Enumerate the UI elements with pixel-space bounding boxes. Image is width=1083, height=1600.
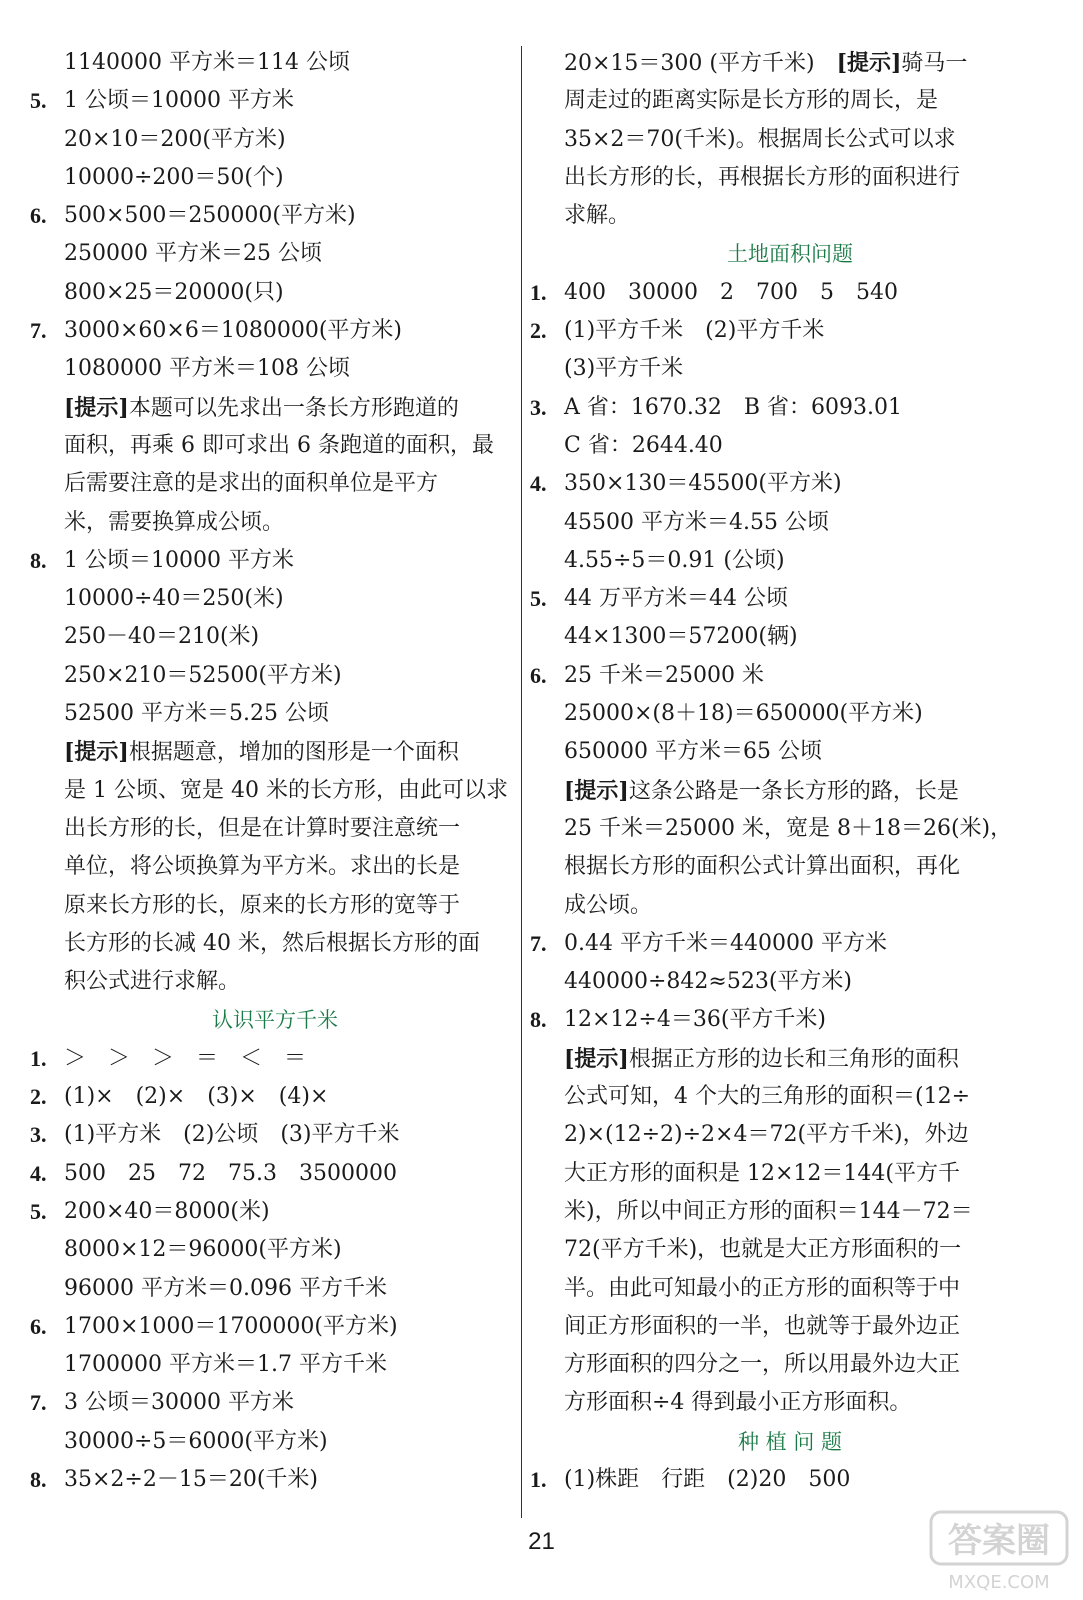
- answer-text: 650000 平方米＝65 公顷: [564, 739, 822, 765]
- answer-text: 400 30000 2 700 5 540: [564, 279, 898, 305]
- answer-text: (1)株距 行距 (2)20 500: [564, 1466, 851, 1492]
- question-number: [530, 121, 564, 159]
- answer-line: [30, 657, 520, 695]
- answer-line: [30, 1346, 520, 1384]
- answer-text: 单位，将公顷换算为平方米。求出的长是: [64, 854, 461, 880]
- question-number: [530, 542, 564, 580]
- answer-text: (1)平方千米 (2)平方千米: [564, 318, 825, 344]
- question-number: [530, 695, 564, 733]
- answer-line: [30, 695, 520, 733]
- question-number: 8.: [530, 1007, 547, 1033]
- question-number: 3.: [530, 394, 547, 420]
- question-number: [30, 580, 64, 618]
- question-number: 1.: [30, 1045, 47, 1071]
- answer-text: 500×500＝250000(平方米): [64, 203, 356, 229]
- question-number: [30, 887, 64, 925]
- answer-line: [530, 1155, 1050, 1193]
- section-heading: 种 植 问 题: [737, 1429, 843, 1454]
- answer-text: 25 千米＝25000 米: [564, 662, 764, 688]
- answer-line: [30, 580, 520, 618]
- answer-text: 45500 平方米＝4.55 公顷: [564, 509, 829, 535]
- question-number: [530, 1346, 564, 1384]
- answer-line: [30, 274, 520, 312]
- answer-line: [30, 121, 520, 159]
- answer-line: [30, 235, 520, 273]
- answer-text: (1)平方米 (2)公顷 (3)平方千米: [64, 1122, 400, 1148]
- answer-line: [30, 963, 520, 1001]
- answer-text: A 省：1670.32 B 省：6093.01: [564, 394, 902, 420]
- answer-text: 1700000 平方米＝1.7 平方千米: [64, 1352, 387, 1378]
- answer-text: 原来长方形的长，原来的长方形的宽等于: [64, 892, 461, 918]
- page-number: 21: [528, 1528, 555, 1555]
- hint-label: [提示]: [564, 1045, 629, 1072]
- answer-line: [30, 427, 520, 465]
- answer-line: [530, 848, 1050, 886]
- answer-line: [30, 887, 520, 925]
- question-number: [30, 657, 64, 695]
- question-number: [530, 159, 564, 197]
- answer-text-part: 本题可以先求出一条长方形跑道的: [128, 395, 459, 421]
- question-number: [30, 772, 64, 810]
- question-number: [30, 1346, 64, 1384]
- hint-label: [提示]: [64, 739, 129, 766]
- answer-text: 0.44 平方千米＝440000 平方米: [564, 930, 887, 956]
- answer-line: [530, 159, 1050, 197]
- watermark-logo: [929, 1510, 1069, 1594]
- answer-line: [30, 1308, 520, 1346]
- question-number: [30, 810, 64, 848]
- question-number: 6.: [30, 1313, 47, 1339]
- question-number: [530, 1193, 564, 1231]
- question-number: 4.: [30, 1160, 47, 1186]
- answer-text: 1 公顷＝10000 平方米: [64, 547, 294, 573]
- answer-line: [530, 733, 1050, 771]
- answer-text: 是 1 公顷、宽是 40 米的长方形，由此可以求: [64, 777, 508, 803]
- answer-line: [530, 925, 1050, 963]
- question-number: 7.: [530, 930, 547, 956]
- answer-line: [30, 1078, 520, 1116]
- answer-text: 25 千米＝25000 米，宽是 8＋18＝26(米)，: [564, 815, 1013, 841]
- question-number: [530, 1078, 564, 1116]
- answer-line: [530, 1116, 1050, 1154]
- answer-line: [530, 1231, 1050, 1269]
- question-number: 8.: [30, 547, 47, 573]
- answer-line: [30, 465, 520, 503]
- answer-text: 出长方形的长，再根据长方形的面积进行: [564, 164, 961, 190]
- section-heading: 认识平方千米: [212, 1008, 338, 1033]
- question-number: [530, 197, 564, 235]
- answer-text: 500 25 72 75.3 3500000: [64, 1160, 397, 1186]
- question-number: [530, 44, 564, 82]
- question-number: 6.: [30, 203, 47, 229]
- question-number: [30, 389, 64, 427]
- answer-line: [530, 427, 1050, 465]
- answer-text-part: 根据题意，增加的图形是一个面积: [128, 740, 459, 766]
- answer-text: (1)× (2)× (3)× (4)×: [64, 1084, 329, 1110]
- question-number: 2.: [530, 318, 547, 344]
- answer-line: [30, 1193, 520, 1231]
- answer-text: C 省：2644.40: [564, 432, 723, 458]
- answer-line: [530, 1193, 1050, 1231]
- answer-text: 440000÷842≈523(平方米): [564, 969, 852, 995]
- answer-text: 35×2÷2－15＝20(千米): [64, 1466, 319, 1492]
- answer-text: (3)平方千米: [564, 356, 684, 382]
- svg-text:MXQE.COM: MXQE.COM: [948, 1572, 1050, 1593]
- question-number: [30, 733, 64, 771]
- answer-line: [530, 1346, 1050, 1384]
- answer-line: [30, 197, 520, 235]
- answer-text: 3 公顷＝30000 平方米: [64, 1390, 294, 1416]
- answer-text: [64, 733, 459, 771]
- answer-text: 1140000 平方米＝114 公顷: [64, 50, 350, 75]
- answer-line: [30, 504, 520, 542]
- answer-text: 方形面积的四分之一，所以用最外边大正: [564, 1352, 961, 1378]
- answer-text: 4.55÷5＝0.91 (公顷): [564, 547, 785, 573]
- question-number: [530, 887, 564, 925]
- question-number: 7.: [30, 318, 47, 344]
- svg-text:答案圈: 答案圈: [948, 1521, 1050, 1561]
- answer-text: 250－40＝210(米): [64, 624, 260, 650]
- answer-text: 方形面积÷4 得到最小正方形面积。: [564, 1390, 912, 1416]
- question-number: [30, 848, 64, 886]
- answer-line: [530, 1270, 1050, 1308]
- answer-text: 1700×1000＝1700000(平方米): [64, 1313, 398, 1339]
- answer-line: [530, 1040, 1050, 1078]
- answer-line: [530, 465, 1050, 503]
- question-number: [30, 235, 64, 273]
- question-number: 1.: [530, 279, 547, 305]
- question-number: [530, 1155, 564, 1193]
- hint-label: [提示]: [836, 50, 902, 76]
- column-divider: [521, 46, 522, 1518]
- answer-line: [530, 44, 1050, 82]
- question-number: [30, 618, 64, 656]
- answer-text: [564, 1040, 959, 1078]
- question-number: [530, 733, 564, 771]
- answer-line: [30, 542, 520, 580]
- answer-text: 200×40＝8000(米): [64, 1198, 270, 1224]
- question-number: [530, 1040, 564, 1078]
- answer-line: [30, 82, 520, 120]
- answer-line: [30, 44, 520, 82]
- answer-line: [30, 1461, 520, 1499]
- answer-text: 后需要注意的是求出的面积单位是平方: [64, 471, 439, 497]
- answer-text: 72(平方千米)，也就是大正方形面积的一: [564, 1237, 962, 1263]
- question-number: [530, 427, 564, 465]
- answer-line: [530, 1001, 1050, 1039]
- answer-text: 25000×(8＋18)＝650000(平方米): [564, 701, 923, 727]
- question-number: [30, 1423, 64, 1461]
- answer-text: 250000 平方米＝25 公顷: [64, 241, 322, 267]
- answer-line: [530, 1308, 1050, 1346]
- question-number: [530, 618, 564, 656]
- left-column: [30, 44, 520, 1499]
- answer-line: [530, 504, 1050, 542]
- answer-line: [530, 121, 1050, 159]
- answer-line: [30, 1231, 520, 1269]
- question-number: 2.: [30, 1084, 47, 1110]
- answer-text: 根据长方形的面积公式计算出面积，再化: [564, 854, 961, 880]
- answer-text-part: 20×15＝300 (平方千米): [564, 51, 837, 76]
- question-number: 7.: [30, 1390, 47, 1416]
- question-number: [30, 121, 64, 159]
- answer-text: 10000÷200＝50(个): [64, 164, 284, 190]
- answer-line: [30, 925, 520, 963]
- question-number: 5.: [30, 1198, 47, 1224]
- answer-line: [30, 312, 520, 350]
- answer-text: 350×130＝45500(平方米): [564, 471, 842, 497]
- question-number: [30, 427, 64, 465]
- answer-line: [30, 1040, 520, 1078]
- question-number: [30, 925, 64, 963]
- answer-line: [530, 618, 1050, 656]
- answer-text: ＞ ＞ ＞ ＝ ＜ ＝: [64, 1045, 307, 1071]
- answer-text: 周走过的距离实际是长方形的周长，是: [564, 88, 939, 114]
- answer-text: 20×10＝200(平方米): [64, 126, 286, 152]
- question-number: 8.: [30, 1466, 47, 1492]
- answer-text: 米)，所以中间正方形的面积＝144－72＝: [564, 1198, 973, 1224]
- answer-text: [564, 44, 967, 82]
- answer-line: [30, 810, 520, 848]
- answer-line: [530, 887, 1050, 925]
- answer-text: 52500 平方米＝5.25 公顷: [64, 701, 329, 727]
- question-number: 4.: [530, 471, 547, 497]
- question-number: [530, 963, 564, 1001]
- question-number: [30, 159, 64, 197]
- question-number: [30, 465, 64, 503]
- answer-text: 1080000 平方米＝108 公顷: [64, 356, 350, 382]
- answer-text: 面积，再乘 6 即可求出 6 条跑道的面积，最: [64, 432, 494, 458]
- answer-text: 求解。: [564, 203, 631, 229]
- answer-line: [530, 580, 1050, 618]
- question-number: [30, 695, 64, 733]
- answer-text: 10000÷40＝250(米): [64, 586, 284, 612]
- answer-text-part: 骑马一: [901, 51, 968, 76]
- question-number: [530, 1270, 564, 1308]
- answer-text: [64, 389, 459, 427]
- question-number: [30, 274, 64, 312]
- answer-line: [30, 1270, 520, 1308]
- answer-text: 44 万平方米＝44 公顷: [564, 586, 788, 612]
- answer-text: 35×2＝70(千米)。根据周长公式可以求: [564, 126, 956, 152]
- answer-text: 1 公顷＝10000 平方米: [64, 88, 294, 114]
- question-number: [530, 1384, 564, 1422]
- answer-text: 长方形的长减 40 米，然后根据长方形的面: [64, 930, 480, 956]
- answer-text: 成公顷。: [564, 892, 653, 918]
- answer-line: [530, 389, 1050, 427]
- answer-line: [30, 1423, 520, 1461]
- hint-label: [提示]: [564, 777, 629, 804]
- answer-text: [564, 772, 959, 810]
- question-number: 3.: [30, 1122, 47, 1148]
- question-number: 5.: [530, 586, 547, 612]
- answer-text: 大正方形的面积是 12×12＝144(平方千: [564, 1160, 960, 1186]
- answer-line: [30, 389, 520, 427]
- question-number: 5.: [30, 88, 47, 114]
- answer-text: 积公式进行求解。: [64, 969, 241, 995]
- question-number: [530, 82, 564, 120]
- answer-line: [30, 1116, 520, 1154]
- hint-label: [提示]: [64, 394, 129, 421]
- answer-line: [30, 1384, 520, 1422]
- answer-line: [530, 197, 1050, 235]
- answer-line: [530, 772, 1050, 810]
- answer-line: [30, 848, 520, 886]
- question-number: [30, 44, 64, 82]
- question-number: 1.: [530, 1466, 547, 1492]
- answer-text-part: 这条公路是一条长方形的路，长是: [628, 778, 959, 804]
- question-number: [530, 1116, 564, 1154]
- answer-text: 半。由此可知最小的正方形的面积等于中: [564, 1275, 961, 1301]
- answer-line: [30, 350, 520, 388]
- answer-line: [530, 542, 1050, 580]
- answer-text: 800×25＝20000(只): [64, 279, 284, 305]
- answer-line: [530, 695, 1050, 733]
- answer-line: [530, 274, 1050, 312]
- answer-line: [30, 618, 520, 656]
- question-number: [30, 504, 64, 542]
- right-column: [530, 44, 1050, 1499]
- question-number: [530, 504, 564, 542]
- answer-text: 间正方形面积的一半，也就等于最外边正: [564, 1313, 961, 1339]
- answer-line: [530, 312, 1050, 350]
- answer-line: [530, 1461, 1050, 1499]
- answer-text: 8000×12＝96000(平方米): [64, 1237, 342, 1263]
- question-number: [530, 810, 564, 848]
- answer-text: 96000 平方米＝0.096 平方千米: [64, 1275, 387, 1301]
- answer-text: 44×1300＝57200(辆): [564, 624, 798, 650]
- answer-line: [530, 657, 1050, 695]
- answer-line: [530, 963, 1050, 1001]
- answer-text: 公式可知，4 个大的三角形的面积＝(12÷: [564, 1084, 971, 1110]
- answer-text: 3000×60×6＝1080000(平方米): [64, 318, 402, 344]
- answer-line: [30, 772, 520, 810]
- question-number: [30, 963, 64, 1001]
- answer-line: [30, 159, 520, 197]
- answer-text-part: 根据正方形的边长和三角形的面积: [628, 1046, 959, 1072]
- question-number: [530, 350, 564, 388]
- question-number: [530, 1308, 564, 1346]
- question-number: [530, 772, 564, 810]
- answer-text: 出长方形的长，但是在计算时要注意统一: [64, 815, 461, 841]
- answer-line: [530, 1078, 1050, 1116]
- question-number: 6.: [530, 662, 547, 688]
- answer-text: 250×210＝52500(平方米): [64, 662, 342, 688]
- answer-text: 2)×(12÷2)÷2×4＝72(平方千米)，外边: [564, 1122, 969, 1148]
- answer-text: 米，需要换算成公顷。: [64, 509, 285, 535]
- question-number: [530, 1231, 564, 1269]
- question-number: [30, 1270, 64, 1308]
- section-heading: 土地面积问题: [727, 242, 853, 267]
- question-number: [30, 1231, 64, 1269]
- answer-text: 30000÷5＝6000(平方米): [64, 1428, 328, 1454]
- answer-text: 12×12÷4＝36(平方千米): [564, 1007, 827, 1033]
- answer-line: [30, 1155, 520, 1193]
- question-number: [530, 848, 564, 886]
- answer-line: [530, 82, 1050, 120]
- answer-line: [30, 733, 520, 771]
- answer-line: [530, 810, 1050, 848]
- answer-line: [530, 1384, 1050, 1422]
- answer-line: [530, 350, 1050, 388]
- question-number: [30, 350, 64, 388]
